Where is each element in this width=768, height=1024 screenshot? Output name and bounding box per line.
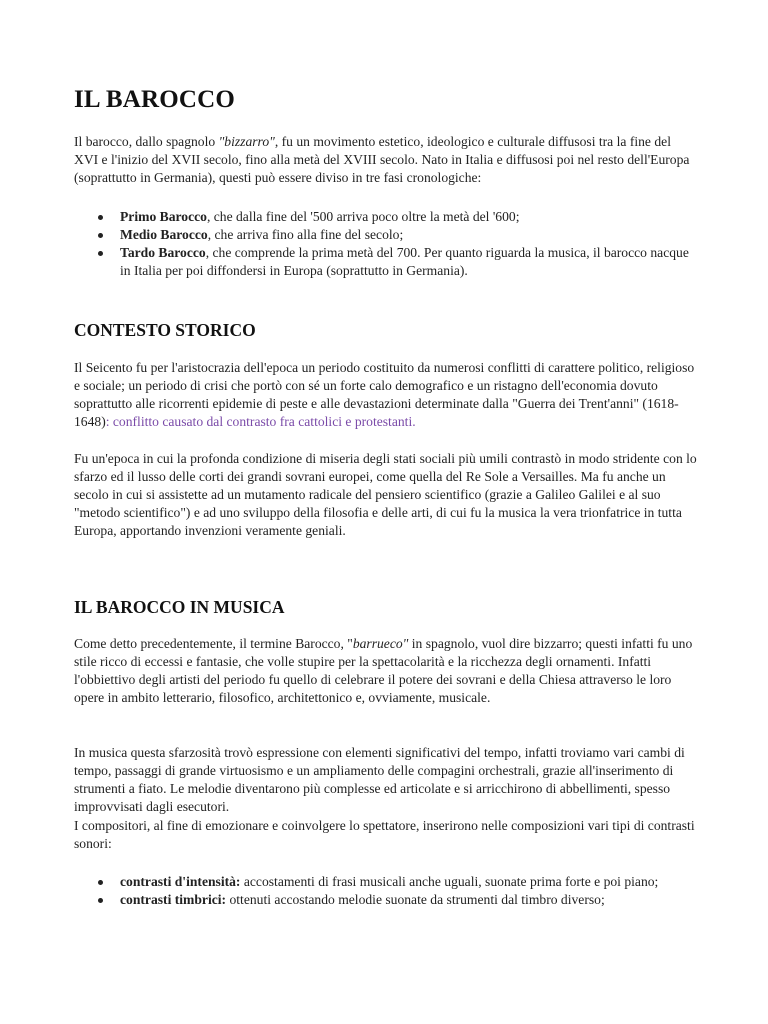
musica-paragraph-1: Come detto precedentemente, il termine Barocco, "barrueco" in spagnolo, vuol dire bizzarro; questi infatti fu uno stile ricco di eccessi e fantasie, che volle stupire per la spettacolarità e la ricchezza degli ornamenti. Infatti l'obbiettivo degli artisti del periodo fu quello di celebrare il potere dei sovrani e della Chiesa attraverso le loro opere in ambito letterario, filosofico, architettonico e, ovviamente, musicale. — [74, 636, 693, 705]
musica-paragraph-2: In musica questa sfarzosità trovò espressione con elementi significativi del tempo, infatti troviamo vari cambi di tempo, passaggi di grande virtuosismo e un ampliamento delle compagini orchestrali, grazie all'inserimento di strumenti a fiato. Le melodie diventarono più complesse ed articolate e si arricchirono di abbellimenti, spesso improvvisati dagli esecutori. — [74, 745, 685, 814]
contesto-paragraph-1: Il Seicento fu per l'aristocrazia dell'epoca un periodo costituito da numerosi conflitti di carattere politico, religioso e sociale; un periodo di crisi che portò con sé un forte calo demografico e un ristagno dell'economia dovuto soprattutto alle ricorrenti epidemie di peste e alle devastazioni determinate dalla "Guerra dei Trent'anni" (1618-1648): conflitto causato dal contrasto fra cattolici e protestanti. — [74, 360, 695, 429]
list-item: contrasti timbrici: ottenuti accostando melodie suonate da strumenti dal timbro diverso; — [74, 891, 698, 909]
list-item: contrasti d'intensità: accostamenti di frasi musicali anche uguali, suonate prima forte e poi piano; — [74, 873, 698, 891]
musica-paragraph-3: I compositori, al fine di emozionare e coinvolgere lo spettatore, inserirono nelle composizioni vari tipi di contrasti sonori: — [74, 818, 695, 851]
contrasts-list — [74, 873, 698, 909]
intro-text-rest: , fu un movimento estetico, ideologico e culturale diffusosi tra la fine del XVI e l'inizio del XVII secolo, fino alla metà del XVIII secolo. Nato in Italia e diffusosi poi nel resto dell'Europa (soprattutto in Germania), questi può essere diviso in tre fasi cronologiche: — [74, 134, 690, 185]
list-item: Medio Barocco, che arriva fino alla fine del secolo; — [74, 226, 698, 244]
highlighted-text: : conflitto causato dal contrasto fra cattolici e protestanti. — [105, 414, 416, 429]
section-heading-contesto: CONTESTO STORICO — [74, 320, 256, 340]
intro-italic: "bizzarro" — [218, 134, 275, 149]
intro-paragraph — [74, 133, 698, 187]
intro-text: Il barocco, dallo spagnolo — [74, 134, 219, 149]
list-item: Tardo Barocco, che comprende la prima metà del 700. Per quanto riguarda la musica, il barocco nacque in Italia per poi diffondersi in Europa (soprattutto in Germania). — [74, 244, 698, 280]
document-title: IL BAROCCO — [74, 86, 236, 113]
list-item: Primo Barocco, che dalla fine del '500 arriva poco oltre la metà del '600; — [74, 208, 698, 226]
contesto-paragraph-2: Fu un'epoca in cui la profonda condizione di miseria degli stati sociali più umili contrastò in modo stridente con lo sfarzo ed il lusso delle corti dei grandi sovrani europei, come quella del Re Sole a Versailles. Ma fu anche un secolo in cui si assistette ad un mutamento radicale del pensiero scientifico (grazie a Galileo Galilei e al suo "metodo scientifico") e ad uno sviluppo della filosofia e delle arti, di cui fu la musica la vera trionfatrice in tutta Europa, apportando invenzioni veramente geniali. — [74, 451, 697, 538]
section-heading-musica: IL BAROCCO IN MUSICA — [74, 597, 285, 617]
phases-list — [74, 208, 698, 280]
